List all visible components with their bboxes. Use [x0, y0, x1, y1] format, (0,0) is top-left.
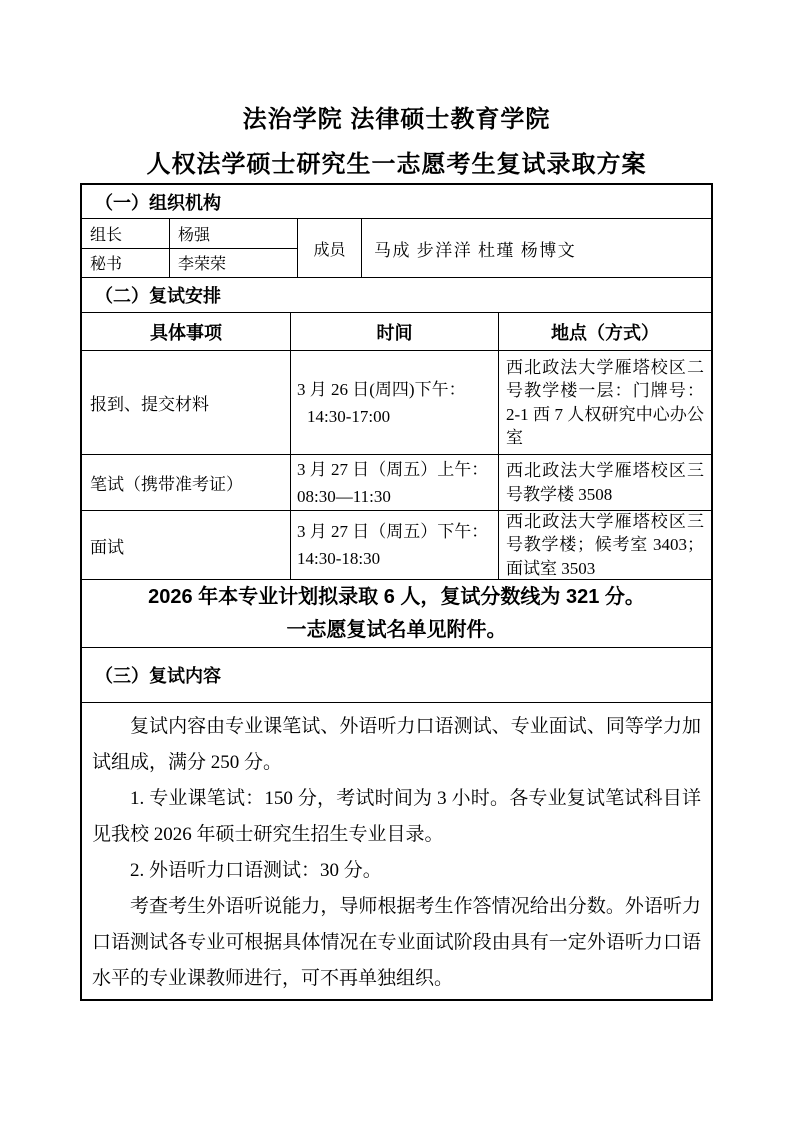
section-heading-schedule [82, 278, 711, 313]
members-names-cell: 马成 步洋洋 杜瑾 杨博文 [374, 240, 577, 260]
interview-time-line2: 14:30-18:30 [297, 549, 381, 568]
secretary-label-cell: 秘书 [90, 256, 123, 274]
summary-quota-line: 2026 年本专业计划拟录取 6 人，复试分数线为 321 分。 [148, 585, 645, 608]
admission-summary-cell [82, 580, 711, 648]
header-item: 具体事项 [82, 313, 291, 350]
section-heading-organization [82, 185, 711, 219]
schedule-row-written-test [82, 455, 711, 511]
header-time: 时间 [291, 313, 499, 350]
written-test-location-text: 西北政法大学雁塔校区三号教学楼 3508 [506, 461, 704, 504]
org-role-column [82, 219, 170, 277]
content-paragraph-overview: 复试内容由专业课笔试、外语听力口语测试、专业面试、同等学力加试组成，满分 250 分。 [92, 716, 701, 773]
members-label-cell: 成员 [298, 219, 362, 277]
organization-row [82, 219, 711, 278]
registration-time-line2: 14:30-17:00 [307, 406, 391, 426]
interview-time-cell [291, 511, 499, 579]
written-test-time-line2: 08:30—11:30 [297, 486, 391, 506]
written-test-time-cell [291, 455, 499, 510]
section1-label: （一）组织机构 [95, 192, 221, 213]
content-paragraph-listening-detail: 考查考生外语听说能力，导师根据考生作答情况给出分数。外语听力口语测试各专业可根据具体情况在专业面试阶段由具有一定外语听力口语水平的专业课教师进行，可不再单独组织。 [92, 896, 701, 989]
interview-location-cell [499, 511, 711, 579]
section2-label: （二）复试安排 [95, 286, 221, 306]
interview-location-text: 西北政法大学雁塔校区三号教学楼；候考室 3403；面试室 3503 [506, 511, 704, 578]
leader-label-cell: 组长 [82, 219, 169, 249]
written-test-item-cell: 笔试（携带准考证） [82, 455, 291, 510]
interview-item-cell: 面试 [82, 511, 291, 579]
reexam-content-cell [82, 703, 711, 999]
registration-item-cell: 报到、提交材料 [82, 351, 291, 454]
summary-attachment-line: 一志愿复试名单见附件。 [286, 618, 507, 641]
plan-table [80, 183, 713, 1001]
document-title-line1: 法治学院 法律硕士教育学院 [242, 106, 551, 133]
leader-name-cell: 杨强 [170, 219, 297, 249]
secretary-name-cell: 李荣荣 [178, 256, 227, 274]
document-title-line2: 人权法学硕士研究生一志愿考生复试录取方案 [146, 151, 647, 178]
schedule-row-interview [82, 511, 711, 580]
written-test-time-line1: 3 月 27 日（周五）上午： [297, 459, 489, 479]
header-location: 地点（方式） [551, 322, 659, 343]
registration-location-cell [499, 351, 711, 454]
schedule-header-row [82, 313, 711, 351]
written-test-location-cell [499, 455, 711, 510]
section-heading-content [82, 648, 711, 703]
schedule-row-registration [82, 351, 711, 455]
registration-time-line1: 3 月 26 日(周四)下午： [297, 379, 466, 399]
org-name-column [170, 219, 298, 277]
content-paragraph-written: 1. 专业课笔试：150 分，考试时间为 3 小时。各专业复试笔试科目详见我校 2026 年硕士研究生招生专业目录。 [92, 788, 701, 845]
registration-location-text: 西北政法大学雁塔校区二号教学楼一层：门牌号：2-1 西 7 人权研究中心办公室 [506, 357, 704, 447]
registration-time-cell [291, 351, 499, 454]
interview-time-line1: 3 月 27 日（周五）下午： [297, 522, 489, 541]
content-paragraph-listening: 2. 外语听力口语测试：30 分。 [130, 860, 382, 881]
section3-label: （三）复试内容 [95, 666, 221, 686]
